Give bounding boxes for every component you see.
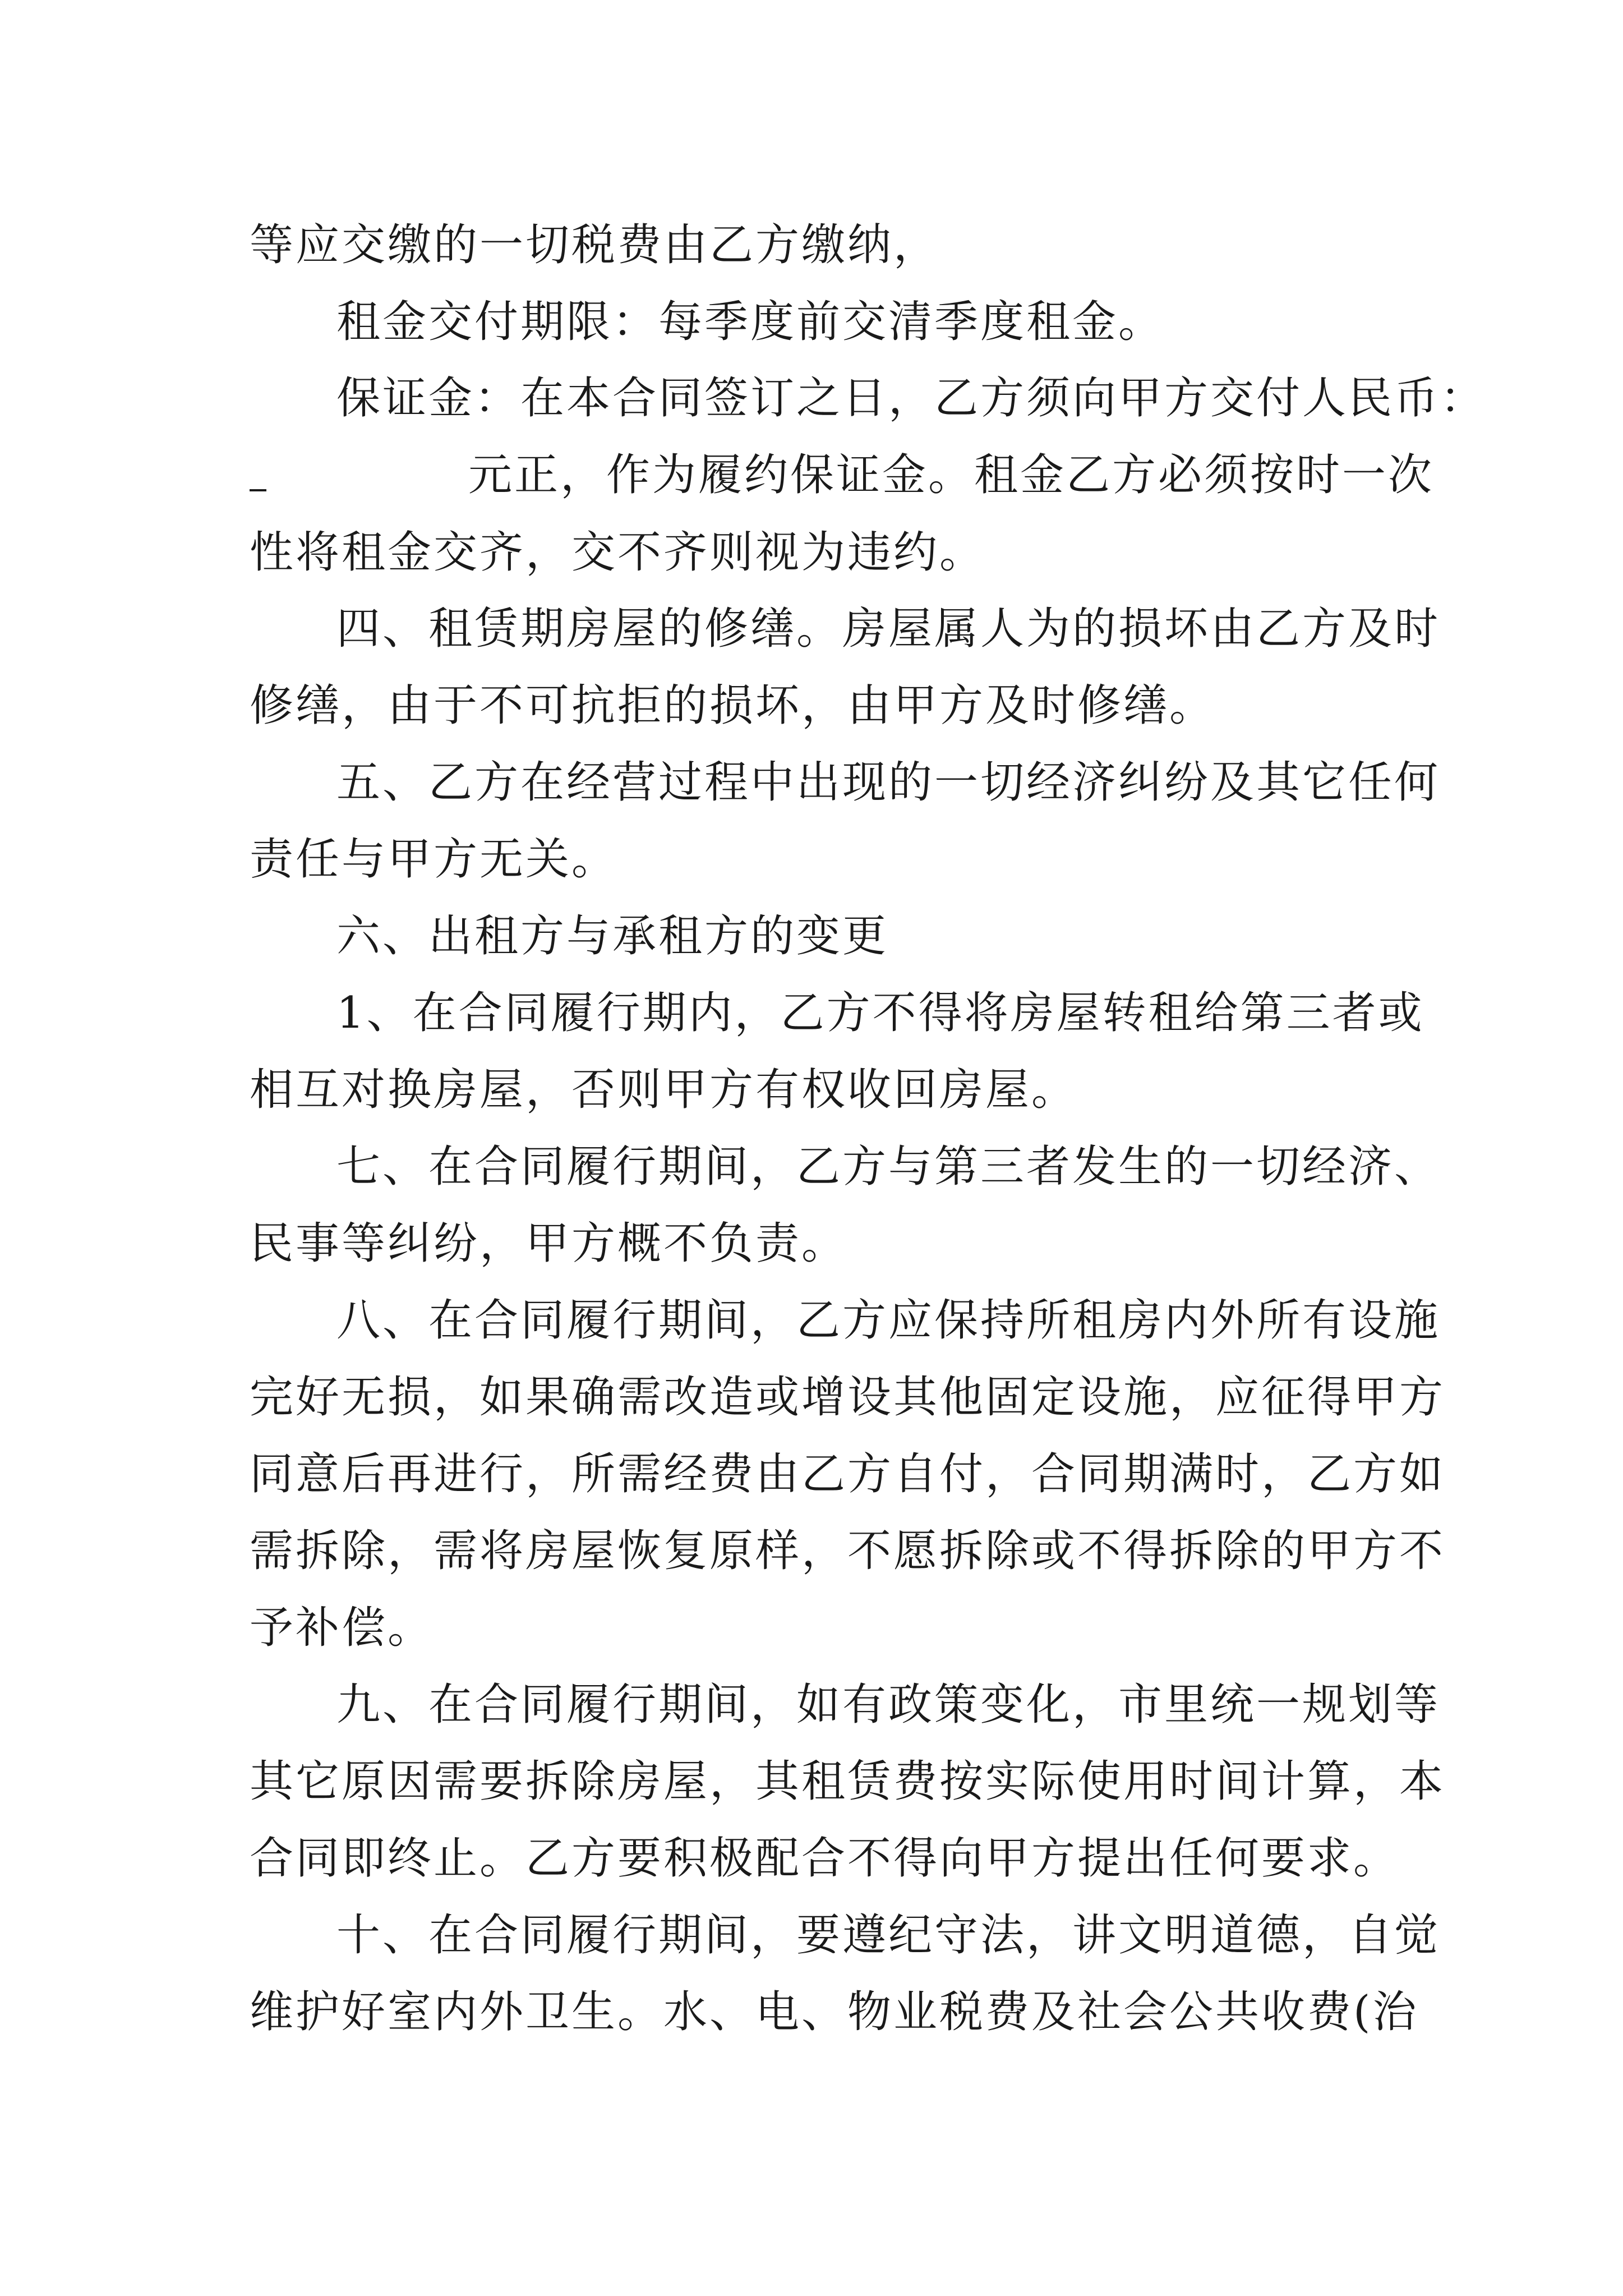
text-line-15: 八、在合同履行期间，乙方应保持所租房内外所有设施: [336, 1295, 1441, 1346]
text-line-16: 完好无损，如果确需改造或增设其他固定设施，应征得甲方: [250, 1372, 1446, 1423]
fill-in-blank: [250, 489, 266, 491]
text-line-24: 维护好室内外卫生。水、电、物业税费及社会公共收费(治: [250, 1987, 1419, 2037]
text-line-6: 四、租赁期房屋的修缮。房屋属人为的损坏由乙方及时: [336, 604, 1441, 654]
text-line-12: 相互对换房屋，否则甲方有权收回房屋。: [250, 1065, 1078, 1115]
text-line-13: 七、在合同履行期间，乙方与第三者发生的一切经济、: [336, 1142, 1441, 1192]
text-line-19: 予补偿。: [250, 1603, 434, 1653]
text-line-21: 其它原因需要拆除房屋，其租赁费按实际使用时间计算，本: [250, 1756, 1446, 1807]
text-line-9: 责任与甲方无关。: [250, 834, 618, 885]
text-line-2: 租金交付期限：每季度前交清季度租金。: [336, 297, 1165, 347]
text-line-22: 合同即终止。乙方要积极配合不得向甲方提出任何要求。: [250, 1833, 1400, 1884]
text-line-11: 1、在合同履行期内，乙方不得将房屋转租给第三者或: [336, 988, 1424, 1038]
text-line-8: 五、乙方在经营过程中出现的一切经济纠纷及其它任何: [336, 757, 1441, 808]
text-line-3: 保证金：在本合同签订之日，乙方须向甲方交付人民币：: [336, 373, 1487, 424]
text-line-17: 同意后再进行，所需经费由乙方自付，合同期满时，乙方如: [250, 1449, 1446, 1499]
text-line-5: 性将租金交齐，交不齐则视为违约。: [250, 527, 986, 578]
text-line-20: 九、在合同履行期间，如有政策变化，市里统一规划等: [336, 1680, 1441, 1730]
text-line-14: 民事等纠纷，甲方概不负责。: [250, 1218, 848, 1269]
text-line-1: 等应交缴的一切税费由乙方缴纳，: [250, 220, 940, 270]
text-line-7: 修缮，由于不可抗拒的损坏，由甲方及时修缮。: [250, 680, 1216, 731]
text-line-4: 元正，作为履约保证金。租金乙方必须按时一次: [468, 450, 1435, 500]
text-line-18: 需拆除，需将房屋恢复原样，不愿拆除或不得拆除的甲方不: [250, 1526, 1446, 1576]
text-line-23: 十、在合同履行期间，要遵纪守法，讲文明道德，自觉: [336, 1910, 1441, 1961]
text-line-10: 六、出租方与承租方的变更: [336, 911, 889, 961]
